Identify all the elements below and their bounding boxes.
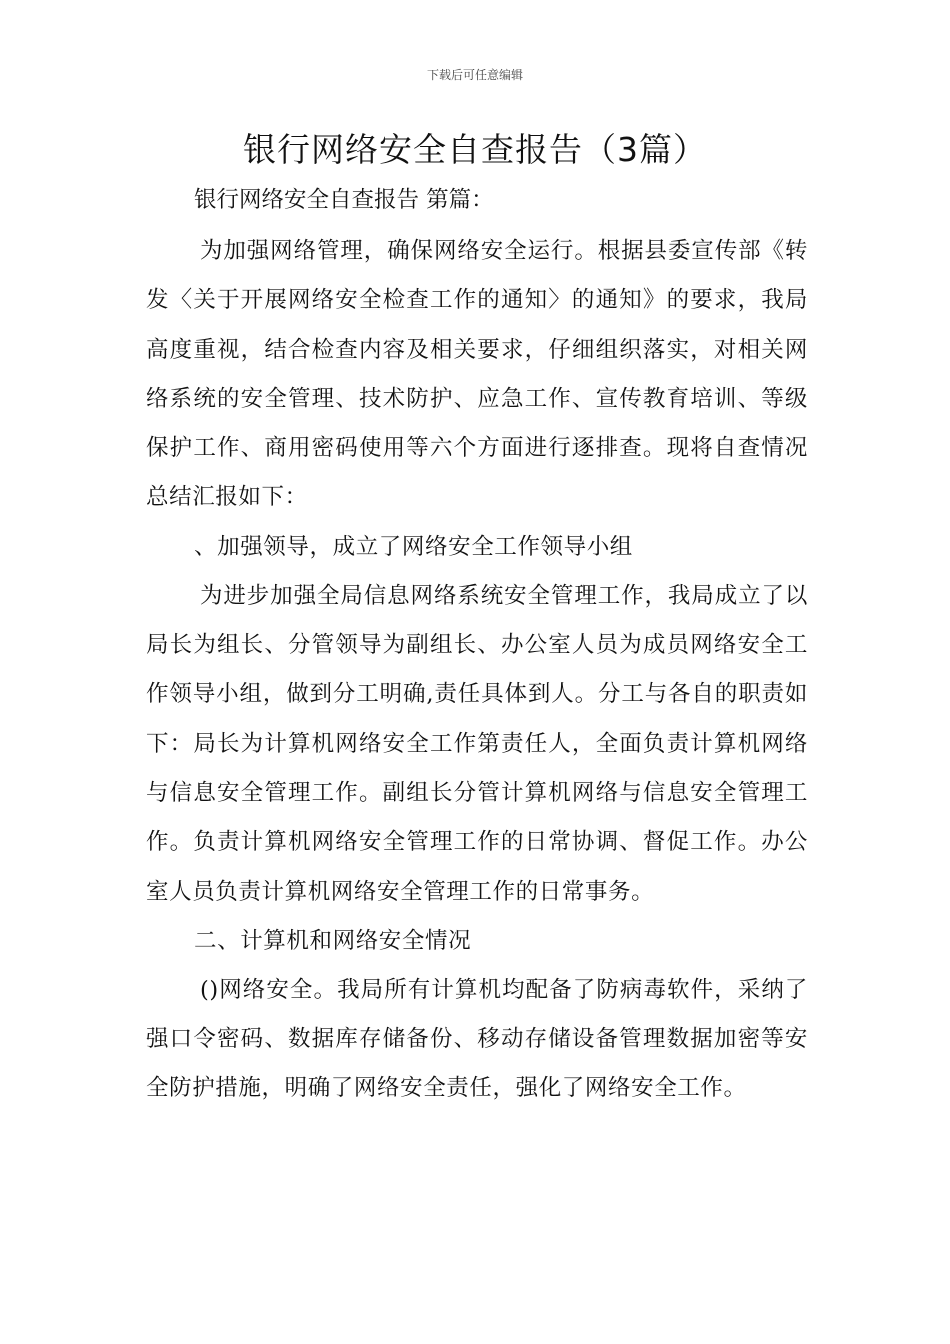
document-title: 银行网络安全自查报告（3篇）	[243, 130, 707, 169]
section-heading-1: 、加强领导，成立了网络安全工作领导小组	[194, 533, 633, 560]
paragraph-intro: 为加强网络管理，确保网络安全运行。根据县委宣传部《转发〈关于开展网络安全检查工作的通知〉的通知》的要求，我局高度重视，结合检查内容及相关要求，仔细组织落实，对相关网络系统的安全管理、技术防护、应急工作、宣传教育培训、等级保护工作、商用密码使用等六个方面进行逐排查。现将自查情况总结汇报如下：	[146, 238, 808, 511]
header-note: 下载后可任意编辑	[426, 68, 523, 82]
paragraph-network-security: ()网络安全。我局所有计算机均配备了防病毒软件，采纳了强口令密码、数据库存储备份、移动存储设备管理数据加密等安全防护措施，明确了网络安全责任，强化了网络安全工作。	[146, 976, 808, 1102]
document-subtitle: 银行网络安全自查报告 第篇：	[194, 187, 494, 213]
document-body	[146, 176, 808, 1114]
paragraph-leadership: 为进步加强全局信息网络系统安全管理工作，我局成立了以局长为组长、分管领导为副组长、办公室人员为成员网络安全工作领导小组，做到分工明确,责任具体到人。分工与各自的职责如下：局长为计算机网络安全工作第责任人，全面负责计算机网络与信息安全管理工作。副组长分管计算机网络与信息安全管理工作。负责计算机网络安全管理工作的日常协调、督促工作。办公室人员负责计算机网络安全管理工作的日常事务。	[146, 582, 808, 905]
section-heading-2: 二、计算机和网络安全情况	[194, 927, 472, 954]
